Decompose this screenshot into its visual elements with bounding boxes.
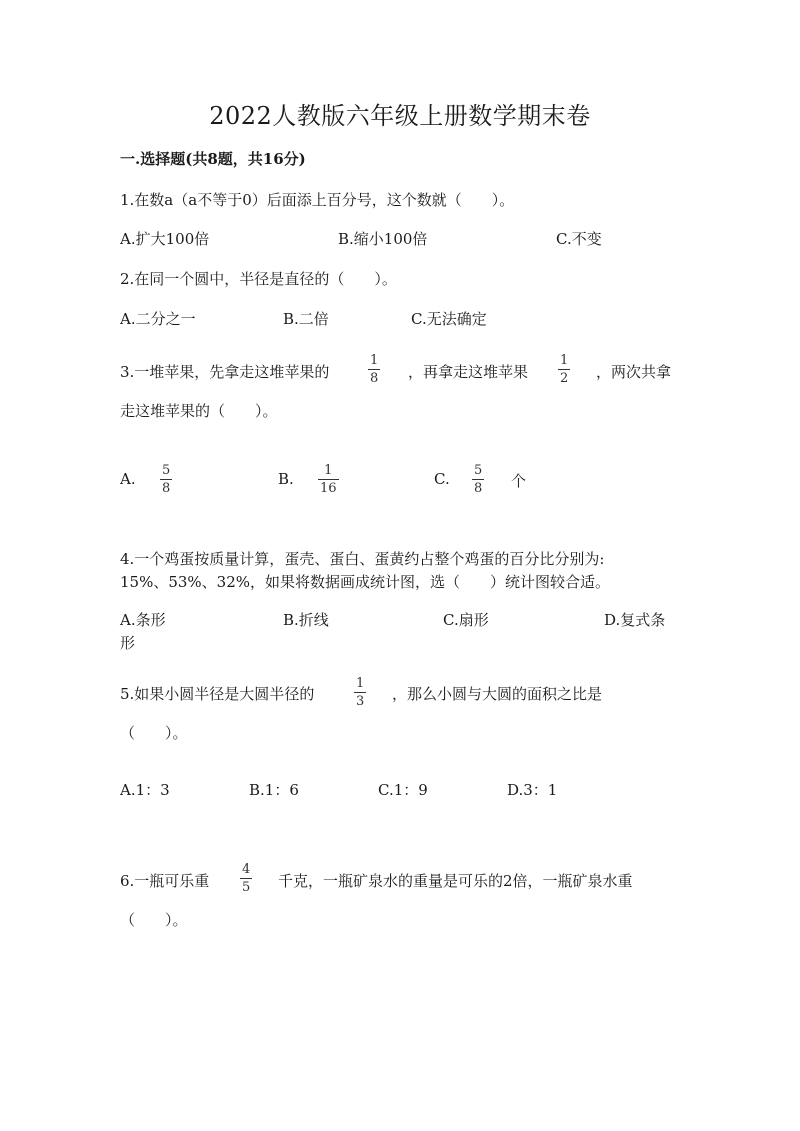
question-6-stem-part1: 6.一瓶可乐重 — [120, 872, 210, 890]
section-heading: 一.选择题(共8题，共16分) — [120, 150, 306, 168]
question-4-option-d: D.复式条 — [604, 611, 666, 629]
question-3-option-c-suffix: 个 — [511, 472, 527, 490]
question-5-option-c: C.1：9 — [378, 781, 428, 799]
question-4-stem-line1: 4.一个鸡蛋按质量计算，蛋壳、蛋白、蛋黄约占整个鸡蛋的百分比分别为: — [120, 550, 605, 568]
question-3-option-a-label: A. — [120, 470, 136, 488]
page-title: 2022人教版六年级上册数学期末卷 — [209, 102, 591, 130]
fraction-denominator: 5 — [242, 880, 251, 895]
question-3-stem-line2: 走这堆苹果的（ ）。 — [120, 402, 278, 420]
question-6-stem-part2: 千克，一瓶矿泉水的重量是可乐的2倍，一瓶矿泉水重 — [278, 872, 633, 890]
fraction-denominator: 2 — [560, 371, 569, 386]
question-3-option-b-fraction — [318, 463, 339, 496]
question-5-option-a: A.1：3 — [120, 781, 170, 799]
question-5-stem-part2: ，那么小圆与大圆的面积之比是 — [392, 685, 603, 703]
question-1-option-b: B.缩小100倍 — [338, 230, 428, 248]
question-2-option-b: B.二倍 — [283, 310, 329, 328]
question-4-option-c: C.扇形 — [443, 611, 489, 629]
question-4-option-d-continued: 形 — [120, 634, 136, 652]
question-3-stem-part2: ，再拿走这堆苹果 — [408, 363, 529, 381]
question-3-option-a-fraction — [160, 463, 172, 496]
fraction-numerator: 5 — [162, 463, 171, 478]
question-5-fraction — [354, 676, 366, 709]
fraction-numerator: 1 — [324, 463, 333, 478]
question-3-stem-part1: 3.一堆苹果，先拿走这堆苹果的 — [120, 363, 330, 381]
question-6-stem-line2: （ ）。 — [120, 911, 188, 929]
fraction-denominator: 3 — [356, 694, 365, 709]
question-2-option-a: A.二分之一 — [120, 310, 196, 328]
question-4-option-a: A.条形 — [120, 611, 166, 629]
question-1-option-a: A.扩大100倍 — [120, 230, 210, 248]
question-6-fraction — [240, 862, 252, 895]
question-3-fraction-2 — [558, 353, 570, 386]
question-5-option-d: D.3：1 — [507, 781, 558, 799]
question-3-stem-part3: ，两次共拿 — [596, 363, 672, 381]
question-4-option-b: B.折线 — [283, 611, 329, 629]
fraction-denominator: 8 — [474, 481, 483, 496]
fraction-numerator: 1 — [560, 353, 569, 368]
question-5-stem-part1: 5.如果小圆半径是大圆半径的 — [120, 685, 315, 703]
question-5-stem-line2: （ ）。 — [120, 724, 188, 742]
fraction-denominator: 8 — [162, 481, 171, 496]
fraction-numerator: 1 — [370, 353, 379, 368]
question-2-option-c: C.无法确定 — [411, 310, 487, 328]
fraction-numerator: 4 — [242, 862, 251, 877]
question-4-stem-line2: 15%、53%、32%，如果将数据画成统计图，选（ ）统计图较合适。 — [120, 573, 611, 591]
fraction-numerator: 5 — [474, 463, 483, 478]
question-3-option-b-label: B. — [278, 470, 294, 488]
question-1-option-c: C.不变 — [556, 230, 602, 248]
question-1-stem: 1.在数a（a不等于0）后面添上百分号，这个数就（ ）。 — [120, 191, 515, 209]
question-3-fraction-1 — [368, 353, 380, 386]
question-5-option-b: B.1：6 — [249, 781, 299, 799]
question-2-stem: 2.在同一个圆中，半径是直径的（ ）。 — [120, 270, 397, 288]
question-3-option-c-label: C. — [434, 470, 450, 488]
fraction-numerator: 1 — [356, 676, 365, 691]
question-3-option-c-fraction — [472, 463, 484, 496]
fraction-denominator: 8 — [370, 371, 379, 386]
fraction-denominator: 16 — [320, 481, 337, 496]
